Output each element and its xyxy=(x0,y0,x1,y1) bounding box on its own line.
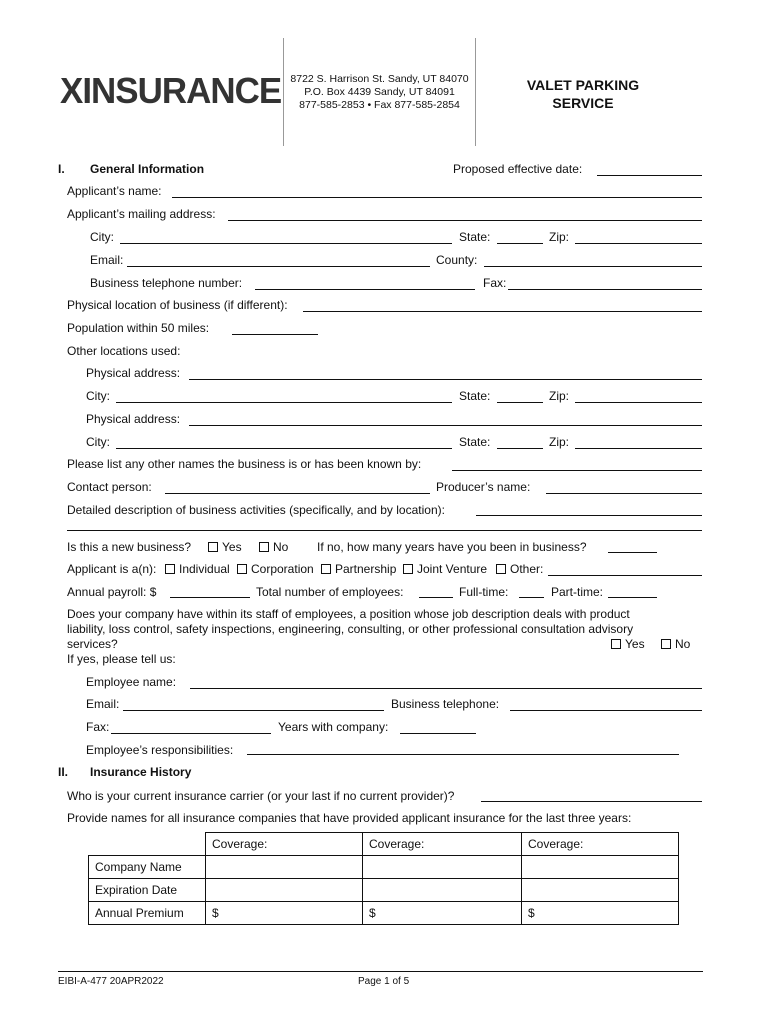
checkbox-icon[interactable] xyxy=(259,542,269,552)
current-carrier-field[interactable] xyxy=(481,801,702,802)
city-3-field[interactable] xyxy=(116,448,452,449)
section-1-title: General Information xyxy=(90,162,205,176)
city-2-field[interactable] xyxy=(116,402,452,403)
physical-address-2-field[interactable] xyxy=(189,425,702,426)
other-option[interactable] xyxy=(496,562,543,576)
contact-person-field[interactable] xyxy=(165,493,430,494)
checkbox-icon[interactable] xyxy=(165,564,175,574)
yes-label: Yes xyxy=(222,540,242,554)
provide-names-label: Provide names for all insurance companies that have provided applicant insurance for the last three years: xyxy=(67,811,632,825)
state-3-field[interactable] xyxy=(497,448,543,449)
years-in-business-field[interactable] xyxy=(608,552,657,553)
other-label: Other: xyxy=(510,562,544,576)
zip-field[interactable] xyxy=(575,243,702,244)
population-field[interactable] xyxy=(232,334,318,335)
physical-location-label: Physical location of business (if different): xyxy=(67,298,288,312)
other-field[interactable] xyxy=(548,575,702,576)
checkbox-icon[interactable] xyxy=(321,564,331,574)
city-label: City: xyxy=(90,230,114,244)
new-business-no[interactable] xyxy=(259,540,288,554)
partnership-label: Partnership xyxy=(335,562,397,576)
expiration-date-cell-3[interactable] xyxy=(522,879,679,902)
contact-person-label: Contact person: xyxy=(67,480,152,494)
physical-address-1-field[interactable] xyxy=(189,379,702,380)
company-name-cell-2[interactable] xyxy=(363,856,522,879)
corporation-option[interactable] xyxy=(237,562,314,576)
tell-us-label: If yes, please tell us: xyxy=(67,652,176,666)
annual-payroll-field[interactable] xyxy=(170,597,250,598)
checkbox-icon[interactable] xyxy=(661,639,671,649)
years-with-company-label: Years with company: xyxy=(278,720,389,734)
total-employees-label: Total number of employees: xyxy=(256,585,404,599)
checkbox-icon[interactable] xyxy=(208,542,218,552)
biz-phone-label: Business telephone number: xyxy=(90,276,243,290)
years-with-company-field[interactable] xyxy=(400,733,476,734)
expiration-date-cell-2[interactable] xyxy=(363,879,522,902)
table-corner-cell xyxy=(89,833,206,856)
table-row xyxy=(89,879,679,902)
page-number: Page 1 of 5 xyxy=(358,976,410,987)
description-field-1[interactable] xyxy=(476,515,702,516)
checkbox-icon[interactable] xyxy=(403,564,413,574)
annual-premium-cell-3[interactable]: $ xyxy=(522,902,679,925)
zip-label: Zip: xyxy=(549,230,570,244)
fax-field[interactable] xyxy=(508,289,702,290)
no-label: No xyxy=(273,540,289,554)
employee-name-label: Employee name: xyxy=(86,675,177,689)
other-names-field[interactable] xyxy=(452,470,702,471)
individual-option[interactable] xyxy=(165,562,230,576)
employee-email-label: Email: xyxy=(86,697,120,711)
row-label-expiration-date: Expiration Date xyxy=(89,879,206,902)
zip-2-label: Zip: xyxy=(549,389,570,403)
zip-3-label: Zip: xyxy=(549,435,570,449)
email-field[interactable] xyxy=(127,266,430,267)
state-3-label: State: xyxy=(459,435,491,449)
applicant-name-label: Applicant’s name: xyxy=(67,184,162,198)
effective-date-label: Proposed effective date: xyxy=(453,162,583,176)
partnership-option[interactable] xyxy=(321,562,396,576)
coverage-header-1: Coverage: xyxy=(206,833,363,856)
corporation-label: Corporation xyxy=(251,562,314,576)
employee-fax-field[interactable] xyxy=(111,733,271,734)
state-field[interactable] xyxy=(497,243,543,244)
form-title-line-2: SERVICE xyxy=(552,95,614,111)
employee-fax-label: Fax: xyxy=(86,720,110,734)
new-business-label: Is this a new business? xyxy=(67,540,192,554)
insurance-history-table xyxy=(88,832,679,925)
address-line-2: P.O. Box 4439 Sandy, UT 84091 xyxy=(304,86,455,98)
city-2-label: City: xyxy=(86,389,110,403)
fax-label: Fax: xyxy=(483,276,507,290)
physical-address-2-label: Physical address: xyxy=(86,412,181,426)
biz-phone-field[interactable] xyxy=(255,289,475,290)
other-names-label: Please list any other names the business is or has been known by: xyxy=(67,457,422,471)
staff-question-no[interactable] xyxy=(661,637,690,651)
physical-address-1-label: Physical address: xyxy=(86,366,181,380)
zip-2-field[interactable] xyxy=(575,402,702,403)
company-name-cell-1[interactable] xyxy=(206,856,363,879)
address-line-1: 8722 S. Harrison St. Sandy, UT 84070 xyxy=(290,73,469,85)
producer-name-label: Producer’s name: xyxy=(436,480,531,494)
yes-label: Yes xyxy=(625,637,645,651)
mailing-address-field[interactable] xyxy=(228,220,702,221)
employee-biz-phone-field[interactable] xyxy=(510,710,702,711)
header-divider-right xyxy=(475,38,476,146)
employee-name-field[interactable] xyxy=(190,688,702,689)
table-row xyxy=(89,902,679,925)
city-field[interactable] xyxy=(120,243,452,244)
staff-question-yes[interactable] xyxy=(611,637,645,651)
annual-payroll-label: Annual payroll: $ xyxy=(67,585,157,599)
checkbox-icon[interactable] xyxy=(611,639,621,649)
individual-label: Individual xyxy=(179,562,230,576)
section-1-number: I. xyxy=(58,162,65,176)
joint-venture-option[interactable] xyxy=(403,562,487,576)
zip-3-field[interactable] xyxy=(575,448,702,449)
full-time-field[interactable] xyxy=(519,597,544,598)
phone-fax-line: 877-585-2853 • Fax 877-585-2854 xyxy=(299,99,460,111)
state-2-field[interactable] xyxy=(497,402,543,403)
joint-venture-label: Joint Venture xyxy=(417,562,488,576)
coverage-header-2: Coverage: xyxy=(363,833,522,856)
form-title-line-1: VALET PARKING xyxy=(526,77,640,93)
company-address xyxy=(284,73,475,112)
expiration-date-cell-1[interactable] xyxy=(206,879,363,902)
responsibilities-label: Employee’s responsibilities: xyxy=(86,743,234,757)
city-3-label: City: xyxy=(86,435,110,449)
company-logo: XINSURANCE xyxy=(60,70,282,111)
row-label-company-name: Company Name xyxy=(89,856,206,879)
applicant-name-field[interactable] xyxy=(172,197,702,198)
employee-biz-phone-label: Business telephone: xyxy=(391,697,500,711)
form-id: EIBI-A-477 20APR2022 xyxy=(58,976,164,987)
total-employees-field[interactable] xyxy=(419,597,453,598)
full-time-label: Full-time: xyxy=(459,585,509,599)
checkbox-icon[interactable] xyxy=(237,564,247,574)
employee-email-field[interactable] xyxy=(123,710,384,711)
description-label: Detailed description of business activities (specifically, and by location): xyxy=(67,503,445,517)
staff-question-line-3: services? xyxy=(67,637,118,651)
form-title xyxy=(500,76,666,112)
section-2-title: Insurance History xyxy=(90,765,192,779)
part-time-field[interactable] xyxy=(608,597,657,598)
table-row xyxy=(89,856,679,879)
applicant-is-label: Applicant is a(n): xyxy=(67,562,157,576)
coverage-header-3: Coverage: xyxy=(522,833,679,856)
effective-date-field[interactable] xyxy=(597,175,702,176)
state-label: State: xyxy=(459,230,491,244)
annual-premium-cell-2[interactable]: $ xyxy=(363,902,522,925)
checkbox-icon[interactable] xyxy=(496,564,506,574)
current-carrier-label: Who is your current insurance carrier (or your last if no current provider)? xyxy=(67,789,455,803)
description-field-2[interactable] xyxy=(67,530,702,531)
population-label: Population within 50 miles: xyxy=(67,321,210,335)
county-field[interactable] xyxy=(484,266,702,267)
annual-premium-cell-1[interactable]: $ xyxy=(206,902,363,925)
no-label: No xyxy=(675,637,691,651)
staff-question-line-2: liability, loss control, safety inspections, engineering, consulting, or other professional consultation advisory xyxy=(67,622,634,636)
company-name-cell-3[interactable] xyxy=(522,856,679,879)
responsibilities-field[interactable] xyxy=(247,754,679,755)
part-time-label: Part-time: xyxy=(551,585,604,599)
years-in-business-label: If no, how many years have you been in business? xyxy=(317,540,587,554)
email-label: Email: xyxy=(90,253,124,267)
table-header-row xyxy=(89,833,679,856)
other-locations-label: Other locations used: xyxy=(67,344,181,358)
section-2-number: II. xyxy=(58,765,69,779)
row-label-annual-premium: Annual Premium xyxy=(89,902,206,925)
county-label: County: xyxy=(436,253,478,267)
mailing-address-label: Applicant’s mailing address: xyxy=(67,207,216,221)
staff-question-line-1: Does your company have within its staff of employees, a position whose job description deals with product xyxy=(67,607,630,621)
new-business-yes[interactable] xyxy=(208,540,242,554)
producer-name-field[interactable] xyxy=(546,493,702,494)
state-2-label: State: xyxy=(459,389,491,403)
footer-rule xyxy=(58,971,703,972)
physical-location-field[interactable] xyxy=(303,311,702,312)
